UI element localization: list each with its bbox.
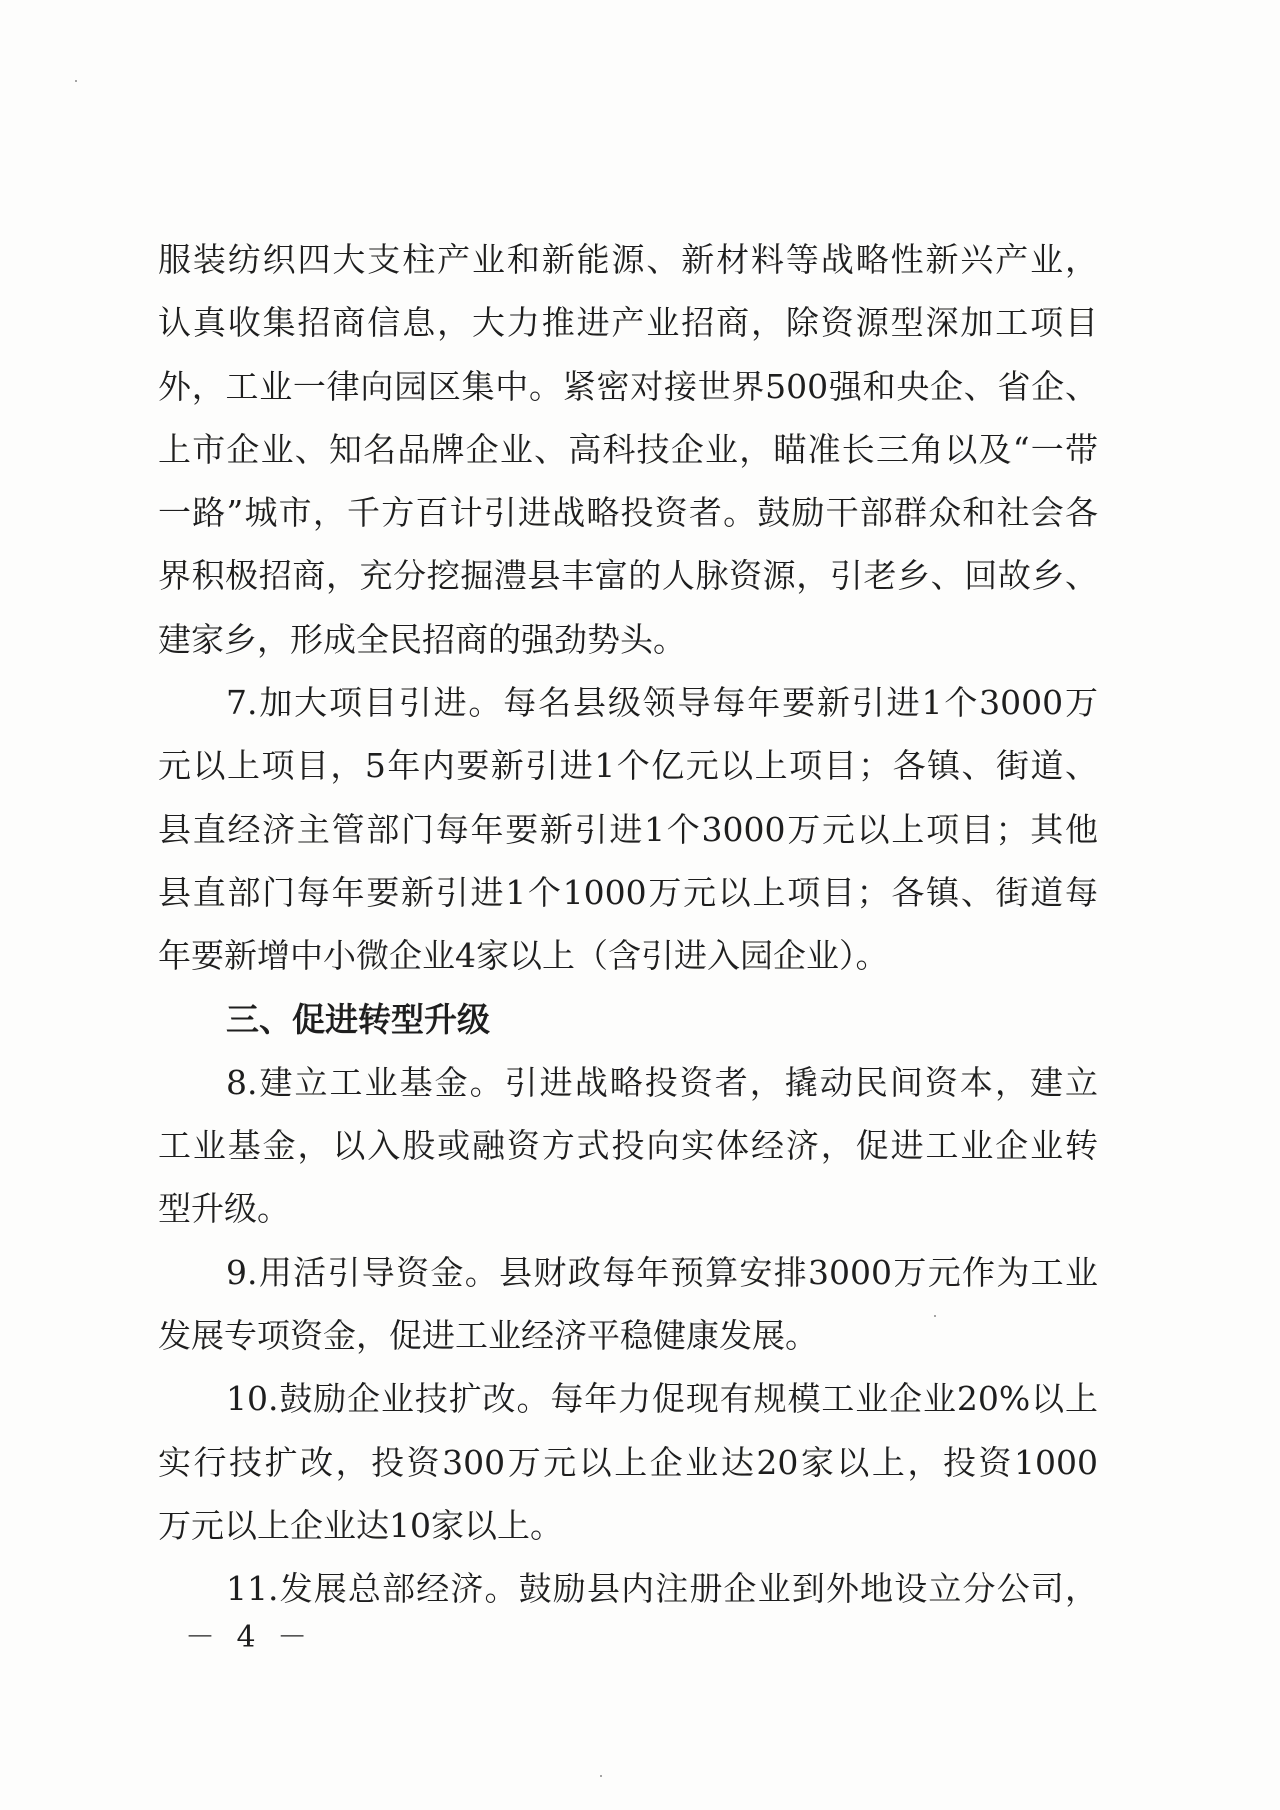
text-line: 元以上项目，5年内要新引进1个亿元以上项目；各镇、街道、 — [158, 746, 1098, 786]
text-line: 界积极招商，充分挖掘澧县丰富的人脉资源，引老乡、回故乡、 — [158, 556, 1098, 596]
text-line: 实行技扩改，投资300万元以上企业达20家以上，投资1000 — [158, 1442, 1098, 1482]
text-line: 工业基金，以入股或融资方式投向实体经济，促进工业企业转 — [158, 1126, 1098, 1166]
text-line: 发展专项资金，促进工业经济平稳健康发展。 — [158, 1316, 818, 1356]
text-line: 型升级。 — [158, 1189, 290, 1229]
text-line: 县直部门每年要新引进1个1000万元以上项目；各镇、街道每 — [158, 872, 1098, 912]
text-line: 认真收集招商信息，大力推进产业招商，除资源型深加工项目 — [158, 303, 1098, 343]
document-body — [158, 228, 1098, 1621]
paragraph-item-7-first-line: 7.加大项目引进。每名县级领导每年要新引进1个3000万 — [226, 683, 1098, 723]
text-line: 年要新增中小微企业4家以上（含引进入园企业）。 — [158, 936, 889, 976]
paragraph-item-10-first-line: 10.鼓励企业技扩改。每年力促现有规模工业企业20%以上 — [226, 1379, 1098, 1419]
paragraph-item-11-first-line: 11.发展总部经济。鼓励县内注册企业到外地设立分公司， — [226, 1569, 1098, 1609]
paragraph-item-8-first-line: 8.建立工业基金。引进战略投资者，撬动民间资本，建立 — [226, 1062, 1098, 1102]
text-line: 建家乡，形成全民招商的强劲势头。 — [158, 619, 686, 659]
scan-speck — [934, 1315, 936, 1317]
text-line: 上市企业、知名品牌企业、高科技企业，瞄准长三角以及“一带 — [158, 429, 1098, 469]
text-line: 服装纺织四大支柱产业和新能源、新材料等战略性新兴产业， — [158, 240, 1098, 279]
text-line: 一路”城市，千方百计引进战略投资者。鼓励干部群众和社会各 — [158, 493, 1098, 533]
text-line: 万元以上企业达10家以上。 — [158, 1505, 563, 1545]
page-number: － 4 － — [185, 1620, 314, 1655]
text-line: 外，工业一律向园区集中。紧密对接世界500强和央企、省企、 — [158, 366, 1098, 406]
paragraph-item-9-first-line: 9.用活引导资金。县财政每年预算安排3000万元作为工业 — [226, 1252, 1098, 1292]
section-heading: 三、促进转型升级 — [226, 999, 490, 1039]
text-line: 县直经济主管部门每年要新引进1个3000万元以上项目；其他 — [158, 809, 1098, 849]
scan-speck — [600, 1775, 602, 1777]
scan-speck — [75, 80, 77, 82]
